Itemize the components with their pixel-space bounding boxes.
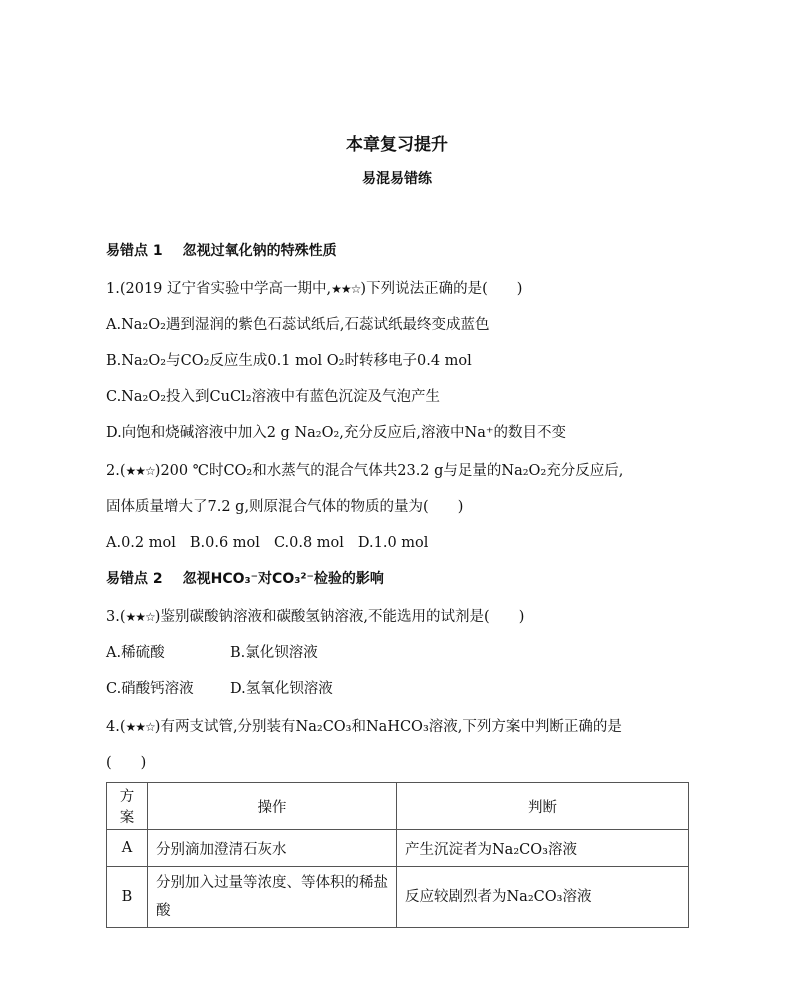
question-1-stem <box>106 278 522 300</box>
question-3-stem <box>106 606 524 628</box>
question-2-line1: )200 ℃时CO₂和水蒸气的混合气体共23.2 g与足量的Na₂O₂充分反应后, <box>154 463 624 479</box>
section-text: 忽视HCO₃⁻对CO₃²⁻检验的影响 <box>182 571 384 587</box>
difficulty-stars: ★★☆ <box>125 610 155 624</box>
table-header: 方案 <box>107 783 148 830</box>
question-3-prefix: 3.( <box>106 609 126 625</box>
section-heading-2 <box>106 568 384 590</box>
option-b: B.氯化钡溶液 <box>230 645 318 661</box>
question-4-suffix: )有两支试管,分别装有Na₂CO₃和NaHCO₃溶液,下列方案中判断正确的是 <box>154 719 622 735</box>
table-header: 判断 <box>397 783 689 830</box>
table-cell: 反应较剧烈者为Na₂CO₃溶液 <box>397 867 689 928</box>
table-cell: 分别加入过量等浓度、等体积的稀盐酸 <box>148 867 397 928</box>
question-4-stem <box>106 716 622 738</box>
options-table <box>106 782 689 928</box>
option-d: D.1.0 mol <box>357 535 429 551</box>
section-label: 易错点 2 <box>106 571 163 587</box>
option-c: C.硝酸钙溶液 <box>106 681 194 697</box>
option-b: B.0.6 mol <box>189 535 260 551</box>
question-1-option-a: A.Na₂O₂遇到湿润的紫色石蕊试纸后,石蕊试纸最终变成蓝色 <box>106 317 490 333</box>
option-a: A.稀硫酸 <box>106 645 165 661</box>
question-3-suffix: )鉴别碳酸钠溶液和碳酸氢钠溶液,不能选用的试剂是( ) <box>154 609 525 625</box>
table-cell: A <box>107 830 148 867</box>
table-cell: B <box>107 867 148 928</box>
question-3-options-ab <box>106 642 318 664</box>
page-title: 本章复习提升 <box>346 135 448 155</box>
question-1-suffix: )下列说法正确的是( ) <box>360 281 523 297</box>
table-cell: 分别滴加澄清石灰水 <box>148 830 397 867</box>
option-c: C.0.8 mol <box>273 535 344 551</box>
table-row <box>107 867 689 928</box>
table-header: 操作 <box>148 783 397 830</box>
question-4-answer-paren: ( ) <box>106 755 147 771</box>
difficulty-stars: ★★☆ <box>331 282 361 296</box>
question-1-option-d: D.向饱和烧碱溶液中加入2 g Na₂O₂,充分反应后,溶液中Na⁺的数目不变 <box>106 425 566 441</box>
table-row <box>107 830 689 867</box>
question-4-prefix: 4.( <box>106 719 126 735</box>
option-d: D.氢氧化钡溶液 <box>230 681 333 697</box>
question-1-option-c: C.Na₂O₂投入到CuCl₂溶液中有蓝色沉淀及气泡产生 <box>106 389 441 405</box>
question-3-options-cd <box>106 678 333 700</box>
question-2-line2: 固体质量增大了7.2 g,则原混合气体的物质的量为( ) <box>106 499 464 515</box>
question-2-stem <box>106 460 623 482</box>
question-2-prefix: 2.( <box>106 463 126 479</box>
section-heading-1 <box>106 240 337 262</box>
table-cell: 产生沉淀者为Na₂CO₃溶液 <box>397 830 689 867</box>
difficulty-stars: ★★☆ <box>125 720 155 734</box>
question-2-options <box>106 532 428 554</box>
question-1-option-b: B.Na₂O₂与CO₂反应生成0.1 mol O₂时转移电子0.4 mol <box>106 353 472 369</box>
page-subtitle: 易混易错练 <box>362 171 432 187</box>
table-header-row <box>107 783 689 830</box>
section-text: 忽视过氧化钠的特殊性质 <box>182 243 337 259</box>
section-label: 易错点 1 <box>106 243 163 259</box>
difficulty-stars: ★★☆ <box>125 464 155 478</box>
question-1-prefix: 1.(2019 辽宁省实验中学高一期中, <box>106 281 332 297</box>
option-a: A.0.2 mol <box>106 535 176 551</box>
